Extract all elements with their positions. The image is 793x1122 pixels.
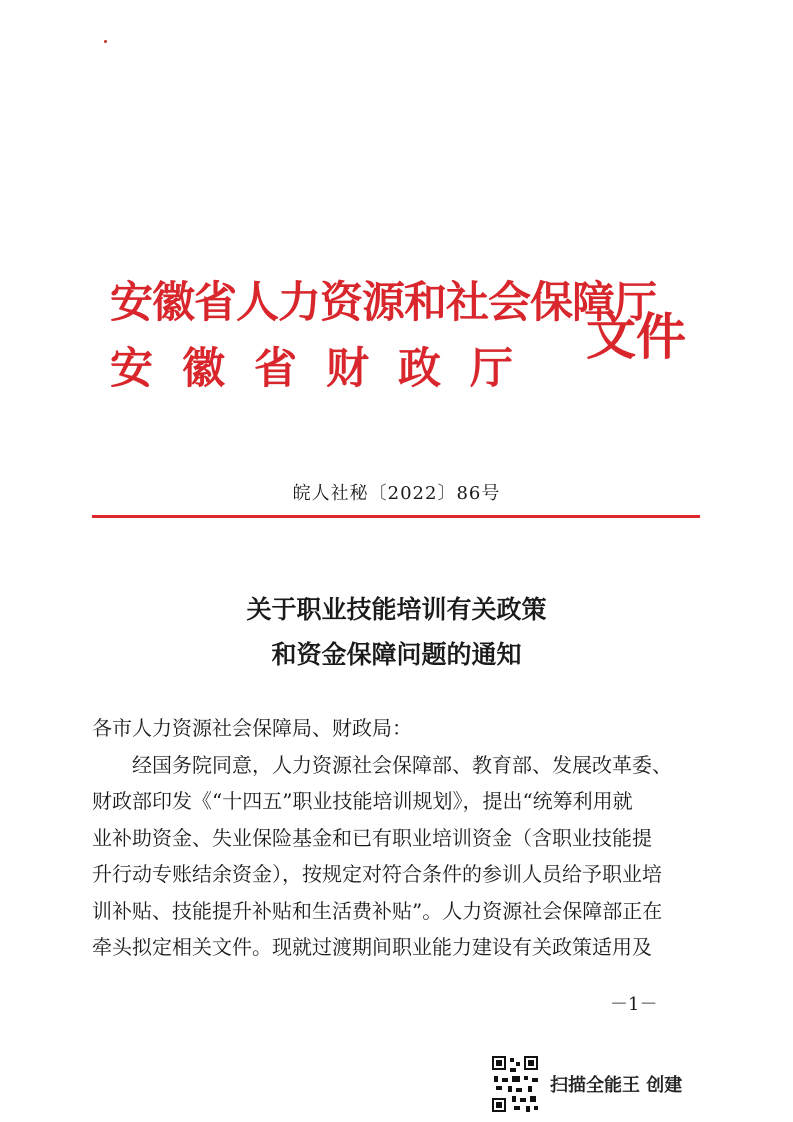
body-line: 经国务院同意，人力资源社会保障部、教育部、发展改革委、 <box>132 752 672 777</box>
ink-speck <box>104 40 107 43</box>
document-number: 皖人社秘〔2022〕86号 <box>292 483 501 504</box>
body-line: 牵头拟定相关文件。现就过渡期间职业能力建设有关政策适用及 <box>92 935 652 959</box>
body-line: 业补助资金、失业保险基金和已有职业培训资金（含职业技能提 <box>92 825 652 850</box>
qr-code-icon <box>490 1054 540 1114</box>
body-text <box>92 710 704 966</box>
body-line: 训补贴、技能提升补贴和生活费补贴”。人力资源社会保障部正在 <box>92 898 663 923</box>
page-number: －1－ <box>610 994 658 1015</box>
red-divider <box>92 515 700 518</box>
scanner-label: 扫描全能王 创建 <box>550 1075 683 1096</box>
salutation: 各市人力资源社会保障局、财政局： <box>92 716 412 740</box>
document-header <box>110 268 700 408</box>
body-line: 财政部印发《“十四五”职业技能培训规划》，提出“统筹利用就 <box>92 789 633 813</box>
issuer-line-1: 安徽省人力资源和社会保障厅 <box>110 278 656 328</box>
title-line-1: 关于职业技能培训有关政策 <box>246 595 547 624</box>
issuer-line-2: 安徽省财政厅 <box>110 344 542 394</box>
body-line: 升行动专账结余资金），按规定对符合条件的参训人员给予职业培 <box>92 862 662 886</box>
document-type: 文件 <box>586 308 686 366</box>
scanner-watermark <box>490 1054 682 1114</box>
title-line-2: 和资金保障问题的通知 <box>271 640 522 669</box>
